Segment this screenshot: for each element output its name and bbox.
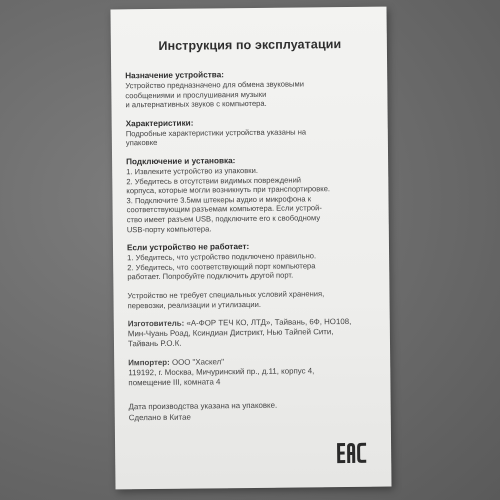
section-heading: Если устройство не работает: [126,242,250,253]
section-heading: Характеристики: [125,118,194,129]
section-line: работает. Попробуйте подключить другой порт. [127,270,294,282]
manufacturer-name: «А-ФОР ТЕЧ КО, ЛТД», Тайвань, 6Ф, НО108, [186,317,352,328]
section-heading: Подключение и установка: [126,156,236,167]
section-line: корпуса, которые могли возникнуть при транспортировке. [126,184,331,196]
manufacturer-country: Тайвань Р.О.К. [127,338,182,349]
section-line: Подробные характеристики устройства указаны на [125,127,307,139]
section-line: соответствующим разъемам компьютера. Если устрой- [126,203,322,215]
section-specs [126,116,376,148]
section-troubleshooting [127,241,377,282]
importer-block [128,356,378,389]
production-date-note: Дата производства указана на упаковке. [128,400,278,412]
section-heading: Назначение устройства: [125,70,224,81]
section-line: упаковке [125,138,158,148]
section-line: Устройство не требует специальных условий хранения, [127,289,325,301]
manufacturer-block [128,317,378,350]
section-line: перевозки, реализации и утилизации. [127,299,261,310]
importer-label: Импортер: [128,357,170,368]
footer-block [129,400,379,424]
manufacturer-label: Изготовитель: [127,318,185,329]
section-line: 2. Убедитесь в отсутствии видимых повреждений [126,175,302,186]
section-line: Устройство предназначено для обмена звуковыми [125,79,304,91]
section-line: 3. Подключите 3.5мм штекеры аудио и микрофона к [126,194,312,206]
section-line: ство имеет разъем USB, подключите его к свободному [126,213,321,225]
instruction-leaflet [110,7,391,490]
importer-room: помещение III, комната 4 [128,377,221,388]
section-line: 1. Извлеките устройство из упаковки. [126,165,258,177]
section-line: сообщениями и прослушивания музыки [125,89,267,100]
importer-address: 119192, г. Москва, Мичуринский пр., д.11, корпус 4, [128,366,315,378]
importer-name: ООО "Хаскел" [171,357,225,367]
eac-mark-icon [335,441,369,465]
section-line: и альтернативных звуков с компьютера. [125,99,267,110]
made-in-note: Сделано в Китае [128,412,191,422]
section-setup [126,155,377,235]
section-line: 1. Убедитесь, что устройство подключено правильно. [127,251,317,263]
section-storage [127,289,377,311]
manufacturer-address: Мин-Чуань Роад, Ксиндиан Дистрикт, Нью Тайпей Сити, [127,327,334,339]
section-purpose [125,69,375,110]
document-title: Инструкция по эксплуатации [158,37,342,53]
section-line: USB-порту компьютера. [126,223,212,234]
section-line: 2. Убедитесь, что соответствующий порт компьютера [127,261,316,273]
